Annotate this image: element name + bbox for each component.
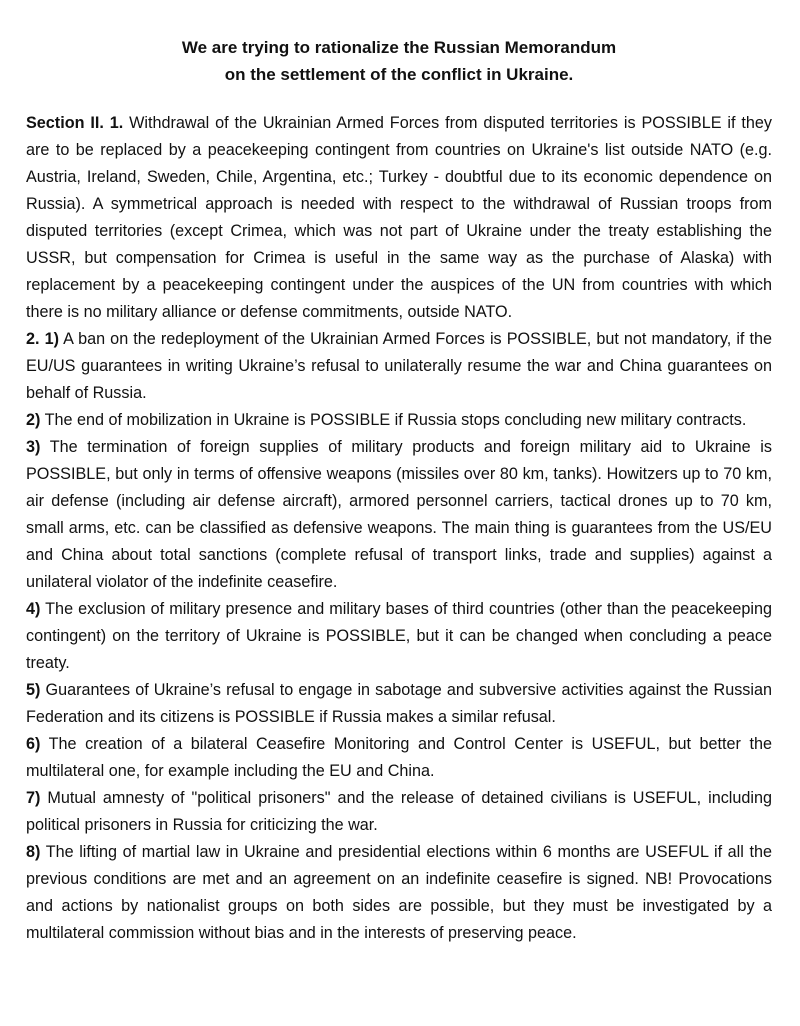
- title-line-1: We are trying to rationalize the Russian Memorandum: [181, 38, 617, 57]
- paragraph-label: 5): [26, 681, 41, 699]
- paragraph-label: 6): [26, 735, 41, 753]
- paragraph-text: The exclusion of military presence and military bases of third countries (other than the peacekeeping contingent) on the territory of Ukraine is POSSIBLE, but it can be changed when concluding a peace treaty.: [26, 600, 772, 672]
- paragraph-text: Mutual amnesty of "political prisoners" and the release of detained civilians is USEFUL, including political prisoners in Russia for criticizing the war.: [26, 789, 772, 834]
- paragraph-text: Withdrawal of the Ukrainian Armed Forces from disputed territories is POSSIBLE if they are to be replaced by a peacekeeping contingent from countries on Ukraine's list outside NATO (e.g. Austria, Ireland, Sweden, Chile, Argentina, etc.; Turkey - doubtful due to its economic dependence on Russia). A symmetrical approach is needed with respect to the withdrawal of Russian troops from disputed territories (except Crimea, which was not part of Ukraine under the treaty establishing the USSR, but compensation for Crimea is useful in the same way as the purchase of Alaska) with replacement by a peacekeeping contingent under the auspices of the UN from countries with which there is no military alliance or defense commitments, outside NATO.: [26, 114, 772, 321]
- paragraph-2-8: [26, 839, 772, 947]
- paragraph-section-2-1: [26, 110, 772, 326]
- paragraph-label: 3): [26, 438, 41, 456]
- paragraph-label: 2. 1): [26, 330, 59, 348]
- paragraph-2-7: [26, 785, 772, 839]
- paragraph-2-6: [26, 731, 772, 785]
- paragraph-text: The end of mobilization in Ukraine is POSSIBLE if Russia stops concluding new military contracts.: [40, 411, 747, 429]
- paragraph-text: A ban on the redeployment of the Ukrainian Armed Forces is POSSIBLE, but not mandatory, if the EU/US guarantees in writing Ukraine’s refusal to unilaterally resume the war and China guarantees on behalf of Russia.: [26, 330, 772, 402]
- paragraph-text: The termination of foreign supplies of military products and foreign military aid to Ukraine is POSSIBLE, but only in terms of offensive weapons (missiles over 80 km, tanks). Howitzers up to 70 km, air defense (including air defense aircraft), armored personnel carriers, tactical drones up to 70 km, small arms, etc. can be classified as defensive weapons. The main thing is guarantees from the US/EU and China about total sanctions (complete refusal of transport links, trade and supplies) against a unilateral violator of the indefinite ceasefire.: [26, 438, 772, 591]
- paragraph-label: 2): [26, 411, 41, 429]
- document-title: [26, 34, 772, 88]
- paragraph-text: The lifting of martial law in Ukraine and presidential elections within 6 months are USEFUL if all the previous conditions are met and an agreement on an indefinite ceasefire is signed. NB! Provocations and actions by nationalist groups on both sides are possible, but they must be investigated by a multilateral commission without bias and in the interests of preserving peace.: [26, 843, 772, 942]
- paragraph-label: 4): [26, 600, 41, 618]
- paragraph-2-5: [26, 677, 772, 731]
- title-line-2: on the settlement of the conflict in Ukraine.: [224, 65, 574, 84]
- paragraph-2-4: [26, 596, 772, 677]
- paragraph-text: The creation of a bilateral Ceasefire Monitoring and Control Center is USEFUL, but better the multilateral one, for example including the EU and China.: [26, 735, 772, 780]
- paragraph-label: Section II. 1.: [26, 114, 124, 132]
- paragraph-label: 8): [26, 843, 41, 861]
- paragraph-2-2: [26, 407, 772, 434]
- paragraph-2-3: [26, 434, 772, 596]
- paragraph-label: 7): [26, 789, 41, 807]
- paragraph-text: Guarantees of Ukraine’s refusal to engage in sabotage and subversive activities against the Russian Federation and its citizens is POSSIBLE if Russia makes a similar refusal.: [26, 681, 772, 726]
- paragraph-2-1: [26, 326, 772, 407]
- document-body: [26, 110, 772, 947]
